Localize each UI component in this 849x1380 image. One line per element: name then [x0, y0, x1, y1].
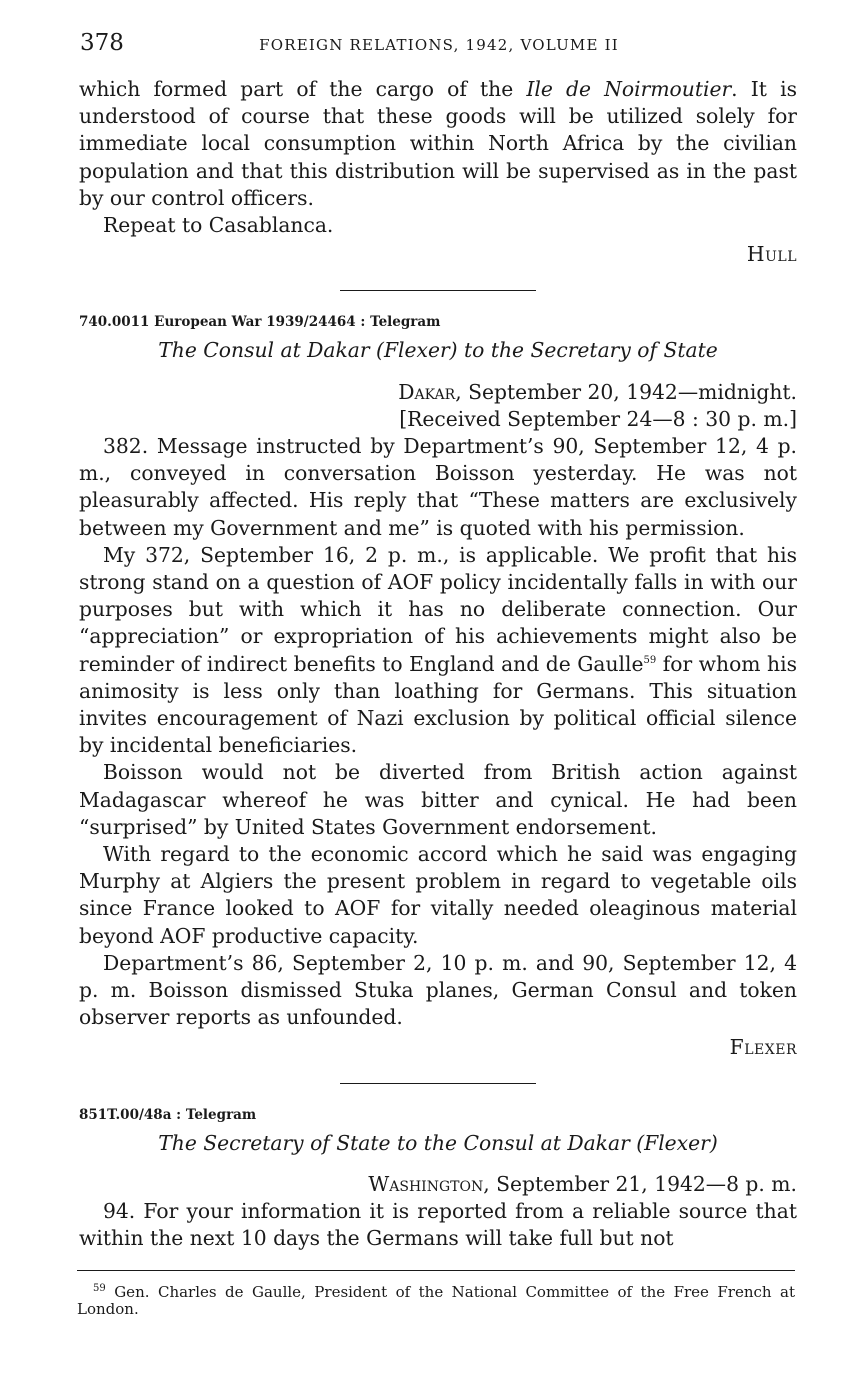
dateline: Dakar, September 20, 1942—midnight.: [398, 379, 797, 404]
dateline-place: Dakar: [398, 379, 456, 404]
file-reference: 851T.00/48a : Telegram: [79, 1106, 257, 1123]
footnote: $^{59}$ Gen. Charles de Gaulle, President of the National Committee of the Free French at London.: [77, 1283, 795, 1318]
body-paragraph: 94. For your information it is reported from a reliable source that within the next 10 days the Germans will take full but not: [79, 1199, 797, 1251]
section-divider: [340, 1083, 536, 1084]
running-title: FOREIGN RELATIONS, 1942, VOLUME II: [259, 36, 619, 54]
repeat-instruction: Repeat to Casablanca.: [103, 213, 334, 238]
footnotes: [77, 1270, 795, 1318]
continued-paragraph: which formed part of the cargo of the Ile de Noirmoutier. It is understood of course that these goods will be utilized solely for immediate local consumption within North Africa by the civilian population and that this distribution will be supervised as in the past by our control officers.: [79, 77, 797, 210]
page-body: [79, 76, 797, 1253]
signature-hull: Hull: [746, 242, 797, 267]
dateline-place: Washington: [368, 1171, 484, 1196]
section-divider: [340, 290, 536, 291]
body-paragraph: My 372, September 16, 2 p. m., is applicable. We profit that his strong stand on a question of AOF policy incidentally falls in with our purposes but with which it has no deliberate connection. Our “appreciation” or expropriation of his achievements might also be reminder of indirect benefits to England and de Gaulle$^{59}$ for whom his animosity is less only than loathing for Germans. This situation invites encouragement of Nazi exclusion by political official silence by incidental beneficiaries.: [79, 542, 798, 758]
page-number: 378: [80, 30, 124, 56]
received-line: [Received September 24—8 : 30 p. m.]: [399, 406, 797, 431]
page-header: [80, 30, 798, 62]
body-paragraph: Boisson would not be diverted from British action against Madagascar whereof he was bitter and cynical. He had been “surprised” by United States Government endorsement.: [79, 760, 797, 839]
body-paragraph: 382. Message instructed by Department’s 90, September 12, 4 p. m., conveyed in conversation Boisson yesterday. He was not pleasurably affected. His reply that “These matters are exclusively between my Government and me” is quoted with his permission.: [79, 434, 797, 540]
signature-flexer: Flexer: [729, 1034, 797, 1059]
file-reference: 740.0011 European War 1939/24464 : Telegram: [79, 314, 441, 331]
document-title: The Consul at Dakar (Flexer) to the Secretary of State: [158, 338, 718, 363]
body-paragraph: Department’s 86, September 2, 10 p. m. and 90, September 12, 4 p. m. Boisson dismissed Stuka planes, German Consul and token observer reports as unfounded.: [79, 950, 797, 1030]
ship-name: Ile de Noirmoutier: [526, 77, 732, 101]
body-paragraph: With regard to the economic accord which he said was engaging Murphy at Algiers the present problem in regard to vegetable oils since France looked to AOF for vitally needed oleaginous material beyond AOF productive capacity.: [79, 842, 797, 948]
dateline: Washington, September 21, 1942—8 p. m.: [368, 1171, 797, 1196]
footnote-ref: 59: [643, 654, 657, 666]
footnote-mark: 59: [93, 1283, 106, 1294]
document-title: The Secretary of State to the Consul at Dakar (Flexer): [158, 1130, 718, 1155]
